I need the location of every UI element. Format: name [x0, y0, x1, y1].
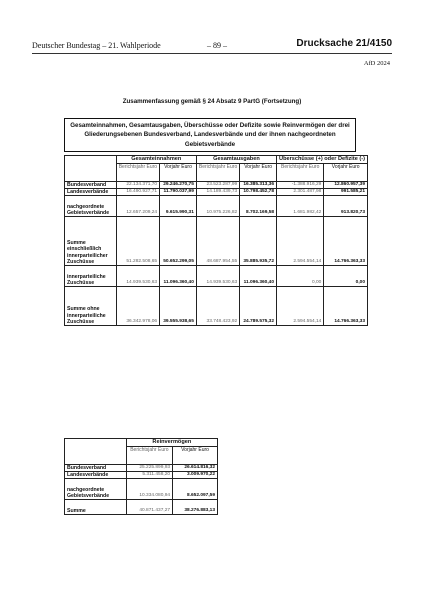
cell: 11.790.037,99 — [160, 188, 197, 195]
summary-table — [64, 155, 368, 326]
table-row — [65, 196, 368, 217]
party-label: AfD 2024 — [363, 60, 390, 67]
table-row — [65, 471, 218, 478]
cell: 35.885.935,72 — [240, 217, 277, 266]
row-label: Summe einschließlich innerparteilicher Zuschüsse — [65, 217, 117, 266]
reinvermoegen-table — [64, 438, 218, 515]
table-row — [65, 266, 368, 287]
row-label: innerparteiliche Zuschüsse — [65, 266, 117, 287]
cell: 10.975.226,82 — [196, 196, 239, 217]
sub-berichtsjahr: Berichtsjahr Euro — [196, 163, 239, 181]
cell: 14.939.530,63 — [196, 266, 239, 287]
table-row — [65, 181, 368, 188]
page-header — [32, 38, 392, 52]
group-gesamteinnahmen: Gesamteinnahmen — [116, 156, 196, 164]
cell: 3.009.970,22 — [173, 471, 218, 478]
empty-corner — [65, 439, 127, 465]
page-number: – 89 – — [207, 41, 227, 50]
cell: 16.490.927,71 — [116, 188, 159, 195]
cell: 14.766.363,33 — [324, 287, 368, 326]
cell: 22.134.371,70 — [116, 181, 159, 188]
section-title: Zusammenfassung gemäß § 24 Absatz 9 PartG (Fortsetzung) — [122, 98, 302, 105]
cell: 8.702.169,58 — [240, 196, 277, 217]
cell: 25.225.899,93 — [126, 464, 172, 471]
cell: 8.652.097,59 — [173, 479, 218, 500]
cell: 2.594.554,14 — [277, 217, 324, 266]
sub-berichtsjahr: Berichtsjahr Euro — [277, 163, 324, 181]
cell: 0,00 — [324, 266, 368, 287]
row-label: Bundesverband — [65, 181, 117, 188]
sub-berichtsjahr: Berichtsjahr Euro — [126, 446, 172, 464]
cell: -1.388.916,29 — [277, 181, 324, 188]
cell: 11.096.360,40 — [160, 266, 197, 287]
cell: 51.282.508,65 — [116, 217, 159, 266]
cell: 10.798.452,78 — [240, 188, 277, 195]
cell: 991.585,21 — [324, 188, 368, 195]
sub-vorjahr: Vorjahr Euro — [160, 163, 197, 181]
document-number: Drucksache 21/4150 — [296, 38, 392, 49]
row-label: Bundesverband — [65, 464, 127, 471]
row-label: nachgeordnete Gebietsverbände — [65, 196, 117, 217]
group-reinvermoegen: Reinvermögen — [126, 439, 217, 447]
table-row — [65, 479, 218, 500]
group-header-row — [65, 156, 368, 164]
sub-berichtsjahr: Berichtsjahr Euro — [116, 163, 159, 181]
sub-vorjahr: Vorjahr Euro — [240, 163, 277, 181]
header-rule — [32, 53, 392, 54]
row-label: Summe — [65, 500, 127, 515]
table-row — [65, 464, 218, 471]
group-ueberschuesse: Überschüsse (+) oder Defizite (-) — [277, 156, 368, 164]
group-gesamtausgaben: Gesamtausgaben — [196, 156, 276, 164]
row-label: nachgeordnete Gebietsverbände — [65, 479, 127, 500]
header-left: Deutscher Bundestag – 21. Wahlperiode — [32, 41, 161, 50]
cell: 14.189.439,73 — [196, 188, 239, 195]
cell: 36.342.978,06 — [116, 287, 159, 326]
sub-vorjahr: Vorjahr Euro — [324, 163, 368, 181]
description-box: Gesamteinnahmen, Gesamtausgaben, Überschüsse oder Defizite sowie Reinvermögen der drei Gliederungsebenen Bundesverband, Landesverbände und der ihnen nachgeordneten Gebietsverbände — [64, 118, 356, 152]
cell: 12.860.957,39 — [324, 181, 368, 188]
cell: 23.523.287,99 — [196, 181, 239, 188]
cell: 14.939.530,63 — [116, 266, 159, 287]
cell: 10.334.080,94 — [126, 479, 172, 500]
table-row — [65, 500, 218, 515]
row-label: Summe ohne innerparteiliche Zuschüsse — [65, 287, 117, 326]
table-row — [65, 287, 368, 326]
cell: 12.657.209,24 — [116, 196, 159, 217]
cell: 33.748.423,92 — [196, 287, 239, 326]
empty-corner — [65, 156, 117, 182]
row-label: Landesverbände — [65, 471, 127, 478]
cell: 24.789.575,32 — [240, 287, 277, 326]
cell: 26.614.816,32 — [173, 464, 218, 471]
cell: 1.681.982,42 — [277, 196, 324, 217]
cell: 50.652.299,05 — [160, 217, 197, 266]
row-label: Landesverbände — [65, 188, 117, 195]
group-header-row — [65, 439, 218, 447]
cell: 16.385.313,36 — [240, 181, 277, 188]
cell: 11.096.360,40 — [240, 266, 277, 287]
table-row — [65, 217, 368, 266]
cell: 40.871.437,27 — [126, 500, 172, 515]
cell: 38.276.883,13 — [173, 500, 218, 515]
cell: 14.766.363,33 — [324, 217, 368, 266]
cell: 2.594.554,14 — [277, 287, 324, 326]
cell: 5.311.458,20 — [126, 471, 172, 478]
cell: 29.246.270,75 — [160, 181, 197, 188]
table-row — [65, 188, 368, 195]
cell: 9.615.990,31 — [160, 196, 197, 217]
sub-vorjahr: Vorjahr Euro — [173, 446, 218, 464]
cell: 0,00 — [277, 266, 324, 287]
cell: 48.687.954,55 — [196, 217, 239, 266]
cell: 2.301.487,98 — [277, 188, 324, 195]
cell: 39.555.938,65 — [160, 287, 197, 326]
cell: 913.820,73 — [324, 196, 368, 217]
